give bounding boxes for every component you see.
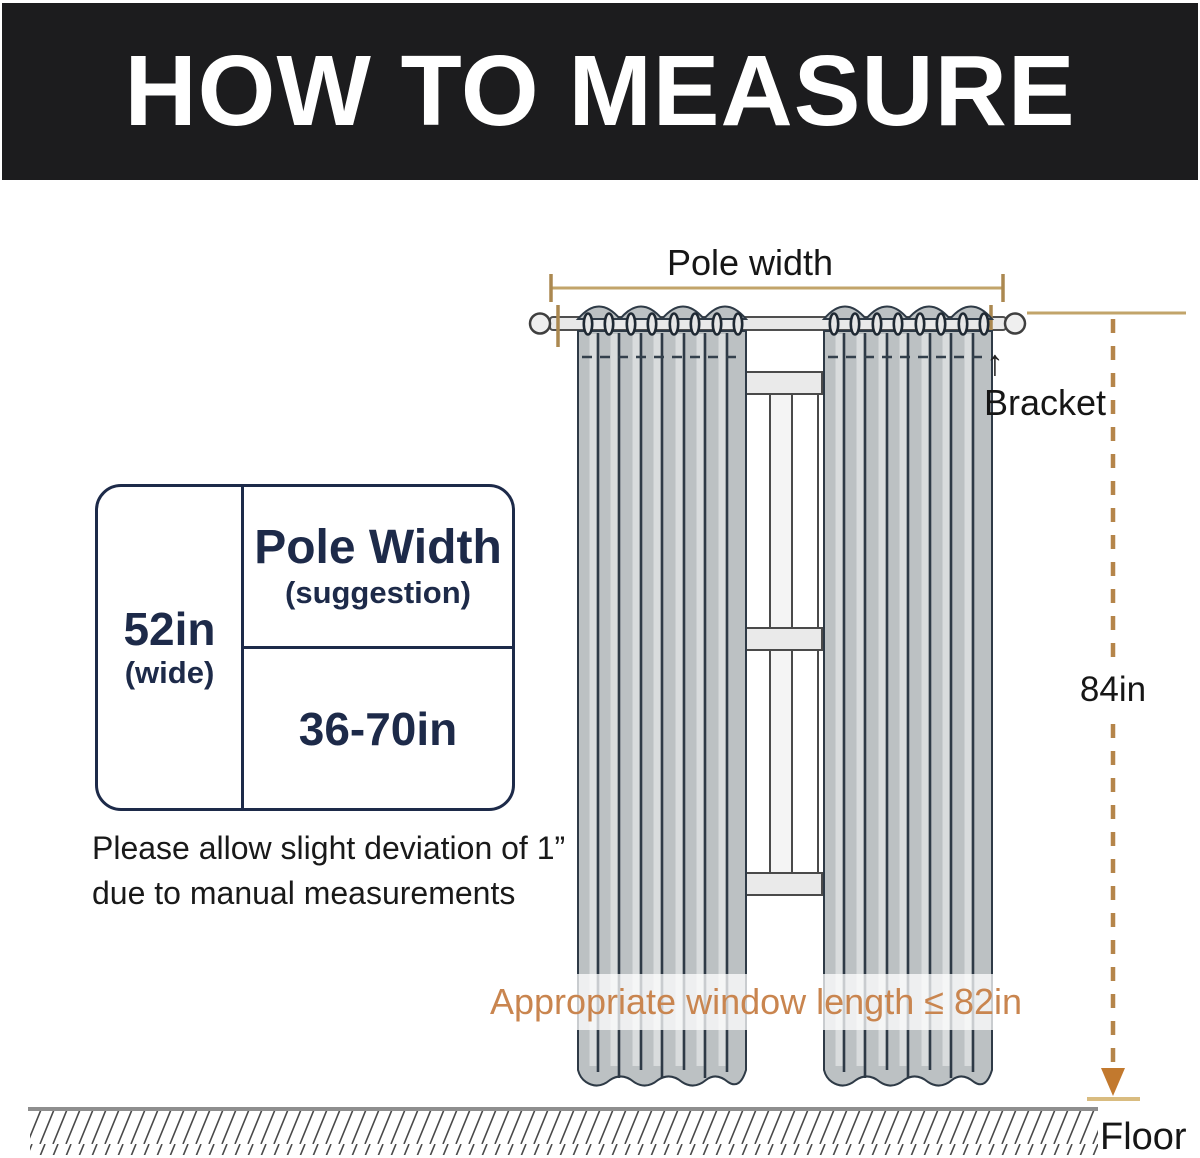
note-line-2: due to manual measurements (92, 875, 516, 911)
pole-width-range: 36-70in (298, 702, 458, 755)
size-table-range-cell (244, 649, 512, 808)
curtain-panel-left (578, 307, 746, 1086)
down-arrow-icon (1101, 1068, 1125, 1096)
window-length-banner (489, 974, 1023, 1030)
curtain-panel-right (824, 307, 992, 1086)
rod-finial-right (1005, 314, 1025, 334)
panel-width-value: 52in (123, 602, 216, 655)
floor-label: Floor (1100, 1116, 1187, 1158)
pole-width-subtitle: (suggestion) (285, 574, 471, 610)
page-title: HOW TO MEASURE (124, 35, 1076, 147)
window-length-label: Appropriate window length ≤ 82in (489, 981, 1023, 1022)
panel-width-qualifier: (wide) (124, 654, 215, 690)
measurement-note (92, 826, 565, 916)
bracket-arrow-icon: ↑ (986, 342, 1004, 383)
pole-width-title: Pole Width (254, 520, 502, 574)
pole-width-label: Pole width (666, 242, 834, 283)
size-table-width-cell (98, 487, 244, 808)
size-table-pole-width-cell (244, 487, 512, 649)
window-frame (744, 372, 822, 895)
size-table (95, 484, 515, 811)
note-line-1: Please allow slight deviation of 1” (92, 830, 566, 866)
rod-finial-left (530, 314, 550, 334)
curtain-length-label: 84in (1072, 666, 1154, 716)
bracket-label: Bracket (984, 382, 1107, 423)
floor (28, 1109, 1098, 1155)
